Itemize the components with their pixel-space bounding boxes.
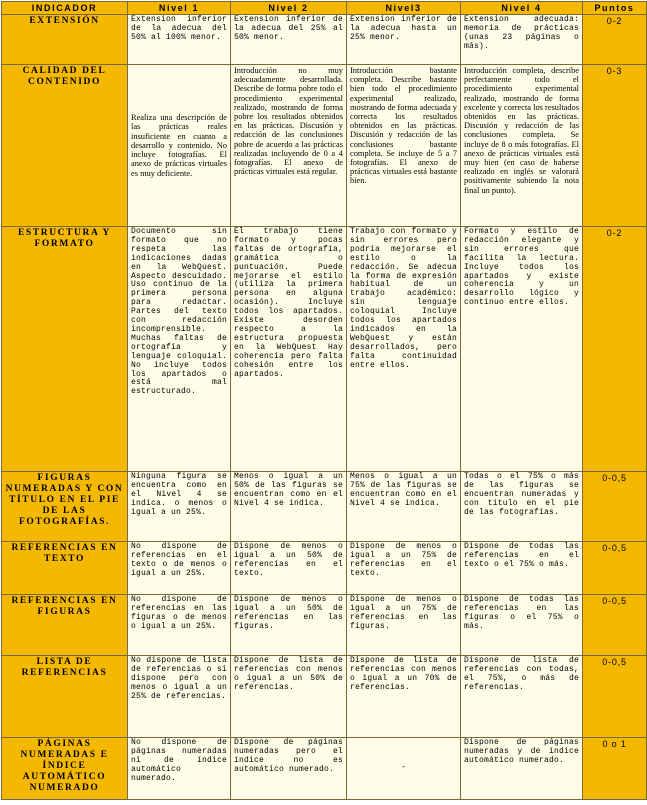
row-figuras: [2, 472, 647, 542]
nivel-3-cell: Dispone de menos o igual a un 75% de referencias en el texto.: [347, 542, 461, 595]
row-estructura: [2, 227, 647, 472]
points-cell: 0-0,5: [583, 472, 647, 542]
header-puntos: Puntos: [583, 2, 647, 15]
header-nivel-1: Nivel 1: [128, 2, 231, 15]
header-indicador: INDICADOR: [2, 2, 128, 15]
nivel-1-cell: No dispone de referencias en el texto o de menos o igual a un 25%.: [128, 542, 231, 595]
row-lista-referencias: [2, 656, 647, 738]
row-calidad: [2, 65, 647, 227]
indicator-cell: EXTENSIÓN: [2, 15, 128, 65]
nivel-2-cell: Dispone de menos o igual a un 50% de referencias en las figuras.: [231, 595, 347, 656]
nivel-4-cell: Dispone de todas las referencias en las figuras o el 75% o más.: [461, 595, 583, 656]
points-cell: 0-3: [583, 65, 647, 227]
points-cell: 0-2: [583, 15, 647, 65]
rubric-table: [1, 1, 647, 800]
indicator-cell: REFERENCIAS EN TEXTO: [2, 542, 128, 595]
nivel-4-cell: Introducción completa, describe perfectamente todo el procedimiento experimental realizado, mostrando de forma excelente y correcta los resultados obtenidos en las prácticas. Discusión y redacción de las conclusiones completa. Se incluye de 8 o más fotografías. El anexo de prácticas virtuales está muy bien (en caso de haberse realizado en inglés se valorará positivamente subiendo la nota final un punto).: [461, 65, 583, 227]
row-extension: [2, 15, 647, 65]
nivel-2-cell: Dispone de páginas numeradas pero el índice no es automático numerado.: [231, 738, 347, 800]
nivel-3-cell: Dispone de lista de referencias con menos o igual a un 70% de referencias.: [347, 656, 461, 738]
header-nivel-2: Nivel 2: [231, 2, 347, 15]
header-nivel-4: Nivel 4: [461, 2, 583, 15]
nivel-1-cell: No dispone de referencias en las figuras o de menos o igual a un 25%.: [128, 595, 231, 656]
nivel-1-cell: No dispone de páginas numeradas ni de índice automático numerado.: [128, 738, 231, 800]
nivel-4-cell: Formato y estilo de redacción elegante y sin errores que facilita la lectura. Incluye todos los apartados y existe coherencia y un desarrollo lógico y continuo entre ellos.: [461, 227, 583, 472]
nivel-3-cell: Introducción bastante completa. Describe bastante bien todo el procedimiento experimental realizado, mostrando de forma adecuada y correcta los resultados obtenidos en las prácticas. Discusión y redacción de las conclusiones bastante completa. Se incluye de 5 a 7 fotografías. El anexo de prácticas virtuales está bastante bien.: [347, 65, 461, 227]
points-cell: 0-0,5: [583, 542, 647, 595]
points-cell: 0-2: [583, 227, 647, 472]
nivel-1-cell: No dispone de lista de referencias o si dispone pero con menos o igual a un 25% de referencias.: [128, 656, 231, 738]
indicator-cell: CALIDAD DEL CONTENIDO: [2, 65, 128, 227]
nivel-2-cell: Menos o igual a un 50% de las figuras se encuentran como en el Nivel 4 se indica.: [231, 472, 347, 542]
nivel-2-cell: Dispone de lista de referencias con menos o igual a un 50% de referencias.: [231, 656, 347, 738]
nivel-3-cell: Trabajo con formato y sin errores pero podría mejorarse el estilo o la redacción. Se adecua la forma de expresión habitual de un trabajo académico: sin lenguaje coloquial Incluye todos los apartados indicados en la WebQuest y están desarrollados, pero falta continuidad entre ellos.: [347, 227, 461, 472]
indicator-cell: ESTRUCTURA Y FORMATO: [2, 227, 128, 472]
indicator-cell: PÁGINAS NUMERADAS E ÍNDICE AUTOMÁTICO NUMERADO: [2, 738, 128, 800]
nivel-2-cell: El trabajo tiene formato y pocas faltas de ortografía, gramática o puntuación. Puede mejorarse el estilo (utiliza la primera persona en alguna ocasión). Incluye todos los apartados. Existe desorden respecto a la estructura propuesta en la WebQuest Hay coherencia pero falta cohesión entre los apartados.: [231, 227, 347, 472]
nivel-3-cell: Dispone de menos o igual a un 75% de referencias en las figuras.: [347, 595, 461, 656]
header-row: [2, 2, 647, 15]
nivel-4-cell: Dispone de páginas numeradas y de índice automático numerado.: [461, 738, 583, 800]
nivel-3-cell: Menos o igual a un 75% de las figuras se encuentran como en el Nivel 4 se indica.: [347, 472, 461, 542]
row-referencias-texto: [2, 542, 647, 595]
nivel-1-cell: Realiza una descripción de las prácticas reales insuficiente en cuanto a desarrollo y contenido. No incluye fotografías. El anexo de prácticas virtuales es muy deficiente.: [128, 65, 231, 227]
points-cell: 0 o 1: [583, 738, 647, 800]
indicator-cell: FIGURAS NUMERADAS Y CON TÍTULO EN EL PIE DE LAS FOTOGRAFÍAS.: [2, 472, 128, 542]
points-cell: 0-0,5: [583, 656, 647, 738]
nivel-2-cell: Dispone de menos o igual a un 50% de referencias en el texto.: [231, 542, 347, 595]
nivel-2-cell: Introducción no muy adecuadamente desarrollada. Describe de forma pobre todo el procedimiento experimental realizado, mostrando de forma pobre los resultados obtenidos en las prácticas. Discusión y redacción de las conclusiones pobre de acuerdo a las prácticas realizadas incluyendo de 0 a 4 fotografías. El anexo de prácticas virtuales está regular.: [231, 65, 347, 227]
nivel-4-cell: Todas o el 75% o más de las figuras se encuentran numeradas y con título en el pie de las fotografías.: [461, 472, 583, 542]
nivel-4-cell: Extension adecuada: memoria de prácticas (unas 23 páginas o más).: [461, 15, 583, 65]
nivel-1-cell: Documento sin formato que no respeta las indicaciones dadas en la WebQuest. Aspecto descuidado. Uso continuo de la primera persona para redactar. Partes del texto con redacción incomprensible. Muchas faltas de ortografía y lenguaje coloquial. No incluye todos los apartados o está mal estructurado.: [128, 227, 231, 472]
nivel-1-cell: Ninguna figura se encuentra como en el Nivel 4 se indica. o menos o igual a un 25%.: [128, 472, 231, 542]
header-nivel-3: Nivel3: [347, 2, 461, 15]
row-paginas-numeradas: [2, 738, 647, 800]
nivel-1-cell: Extension inferior de la adecua del 50% al 100% menor.: [128, 15, 231, 65]
nivel-3-cell: -: [347, 738, 461, 800]
nivel-4-cell: Dispone de lista de referencias con todas, el 75%, o más de referencias.: [461, 656, 583, 738]
points-cell: 0-0,5: [583, 595, 647, 656]
indicator-cell: REFERENCIAS EN FIGURAS: [2, 595, 128, 656]
nivel-4-cell: Dispone de todas las referencias en el texto o el 75% o más.: [461, 542, 583, 595]
row-referencias-figuras: [2, 595, 647, 656]
nivel-2-cell: Extension inferior de la adecua del 25% al 50% menor.: [231, 15, 347, 65]
indicator-cell: LISTA DE REFERENCIAS: [2, 656, 128, 738]
nivel-3-cell: Extension inferior de la adecua hasta un 25% menor.: [347, 15, 461, 65]
